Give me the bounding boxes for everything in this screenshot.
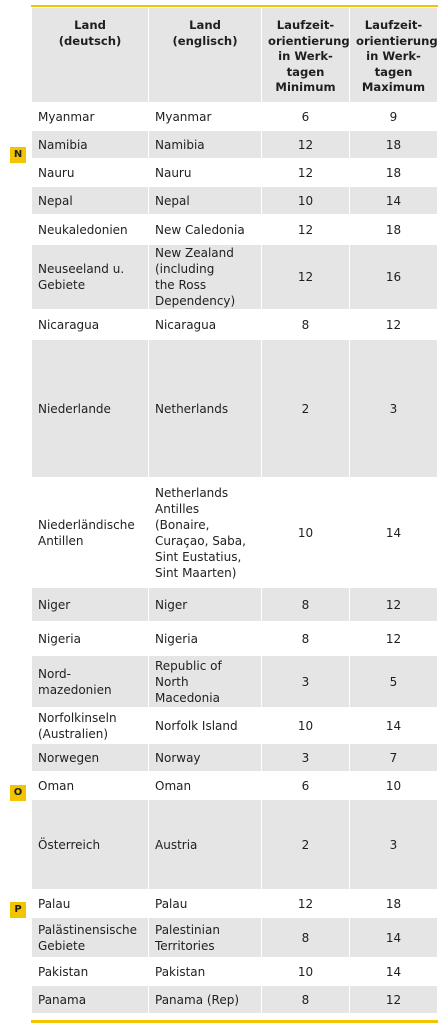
cell-country-english: Palestinian Territories xyxy=(149,918,262,958)
cell-maximum-days: 12 xyxy=(350,310,438,340)
cell-country-english: New Caledonia xyxy=(149,215,262,245)
cell-country-english: Netherlands xyxy=(149,340,262,478)
header-transit-maximum: Laufzeit- orientierung in Werk- tagen Maximum xyxy=(350,8,438,103)
cell-maximum-days: 14 xyxy=(350,478,438,588)
cell-minimum-days: 6 xyxy=(262,103,350,131)
cell-minimum-days: 12 xyxy=(262,245,350,310)
cell-country-english: Nigeria xyxy=(149,622,262,656)
cell-minimum-days: 12 xyxy=(262,159,350,187)
cell-minimum-days: 12 xyxy=(262,215,350,245)
cell-country-german: Neukaledonien xyxy=(32,215,149,245)
cell-country-german: Norwegen xyxy=(32,744,149,772)
cell-minimum-days: 12 xyxy=(262,131,350,159)
section-letter-p: P xyxy=(10,902,26,918)
cell-maximum-days: 12 xyxy=(350,588,438,622)
header-transit-minimum: Laufzeit- orientierung in Werk- tagen Minimum xyxy=(262,8,350,103)
cell-minimum-days: 8 xyxy=(262,310,350,340)
cell-country-german: Nepal xyxy=(32,187,149,215)
table-row xyxy=(32,656,438,708)
cell-country-english: Namibia xyxy=(149,131,262,159)
table-row xyxy=(32,478,438,588)
cell-minimum-days: 2 xyxy=(262,340,350,478)
cell-country-english: Niger xyxy=(149,588,262,622)
table-row xyxy=(32,800,438,890)
cell-country-english: Pakistan xyxy=(149,958,262,986)
table-row xyxy=(32,215,438,245)
cell-country-german: Panama xyxy=(32,986,149,1014)
cell-country-german: Niger xyxy=(32,588,149,622)
cell-country-english: Palau xyxy=(149,890,262,918)
cell-country-german: Österreich xyxy=(32,800,149,890)
cell-minimum-days: 10 xyxy=(262,478,350,588)
cell-country-english: Norway xyxy=(149,744,262,772)
cell-maximum-days: 12 xyxy=(350,986,438,1014)
table-row xyxy=(32,187,438,215)
table-row xyxy=(32,245,438,310)
cell-country-german: Nauru xyxy=(32,159,149,187)
table-row xyxy=(32,588,438,622)
cell-country-german: Palau xyxy=(32,890,149,918)
cell-country-english: Nepal xyxy=(149,187,262,215)
table-row xyxy=(32,131,438,159)
cell-maximum-days: 9 xyxy=(350,103,438,131)
cell-country-german: Myanmar xyxy=(32,103,149,131)
header-country-english: Land (englisch) xyxy=(149,8,262,103)
cell-country-english: Myanmar xyxy=(149,103,262,131)
cell-country-english: Panama (Rep) xyxy=(149,986,262,1014)
cell-minimum-days: 8 xyxy=(262,986,350,1014)
cell-minimum-days: 10 xyxy=(262,958,350,986)
header-country-german: Land (deutsch) xyxy=(32,8,149,103)
cell-maximum-days: 14 xyxy=(350,918,438,958)
cell-country-english: Oman xyxy=(149,772,262,800)
table-row xyxy=(32,744,438,772)
cell-country-english: New Zealand (including the Ross Dependency) xyxy=(149,245,262,310)
cell-maximum-days: 18 xyxy=(350,131,438,159)
table-row xyxy=(32,310,438,340)
cell-country-german: Norfolkinseln (Australien) xyxy=(32,708,149,744)
table-row xyxy=(32,708,438,744)
table-row xyxy=(32,340,438,478)
table-row xyxy=(32,918,438,958)
cell-country-english: Norfolk Island xyxy=(149,708,262,744)
cell-minimum-days: 8 xyxy=(262,918,350,958)
table-row xyxy=(32,103,438,131)
cell-maximum-days: 3 xyxy=(350,340,438,478)
bottom-accent-bar xyxy=(31,1020,438,1023)
cell-country-german: Niederländische Antillen xyxy=(32,478,149,588)
table-row xyxy=(32,986,438,1014)
table-row xyxy=(32,890,438,918)
cell-minimum-days: 3 xyxy=(262,656,350,708)
cell-maximum-days: 18 xyxy=(350,159,438,187)
cell-country-german: Namibia xyxy=(32,131,149,159)
cell-minimum-days: 2 xyxy=(262,800,350,890)
table-body xyxy=(32,103,438,1014)
cell-minimum-days: 6 xyxy=(262,772,350,800)
cell-country-english: Republic of North Macedonia xyxy=(149,656,262,708)
cell-maximum-days: 12 xyxy=(350,622,438,656)
cell-minimum-days: 10 xyxy=(262,708,350,744)
table-row xyxy=(32,159,438,187)
cell-maximum-days: 14 xyxy=(350,187,438,215)
cell-country-german: Nigeria xyxy=(32,622,149,656)
cell-minimum-days: 8 xyxy=(262,622,350,656)
cell-country-english: Netherlands Antilles (Bonaire, Curaçao, Saba, Sint Eustatius, Sint Maarten) xyxy=(149,478,262,588)
cell-country-english: Nauru xyxy=(149,159,262,187)
cell-maximum-days: 14 xyxy=(350,958,438,986)
cell-minimum-days: 3 xyxy=(262,744,350,772)
table-row xyxy=(32,958,438,986)
cell-maximum-days: 18 xyxy=(350,890,438,918)
table-row xyxy=(32,772,438,800)
cell-maximum-days: 14 xyxy=(350,708,438,744)
cell-country-german: Pakistan xyxy=(32,958,149,986)
cell-country-german: Neuseeland u. Gebiete xyxy=(32,245,149,310)
cell-maximum-days: 18 xyxy=(350,215,438,245)
cell-country-german: Palästinensische Gebiete xyxy=(32,918,149,958)
cell-country-german: Oman xyxy=(32,772,149,800)
cell-country-english: Nicaragua xyxy=(149,310,262,340)
cell-maximum-days: 16 xyxy=(350,245,438,310)
cell-minimum-days: 12 xyxy=(262,890,350,918)
cell-country-english: Austria xyxy=(149,800,262,890)
cell-country-german: Nord- mazedonien xyxy=(32,656,149,708)
cell-maximum-days: 3 xyxy=(350,800,438,890)
transit-time-table xyxy=(31,7,438,1014)
section-letter-o: O xyxy=(10,785,26,801)
table-header-row xyxy=(32,8,438,103)
cell-country-german: Niederlande xyxy=(32,340,149,478)
cell-minimum-days: 8 xyxy=(262,588,350,622)
cell-country-german: Nicaragua xyxy=(32,310,149,340)
section-letter-n: N xyxy=(10,147,26,163)
table-row xyxy=(32,622,438,656)
cell-maximum-days: 7 xyxy=(350,744,438,772)
cell-maximum-days: 10 xyxy=(350,772,438,800)
cell-minimum-days: 10 xyxy=(262,187,350,215)
cell-maximum-days: 5 xyxy=(350,656,438,708)
